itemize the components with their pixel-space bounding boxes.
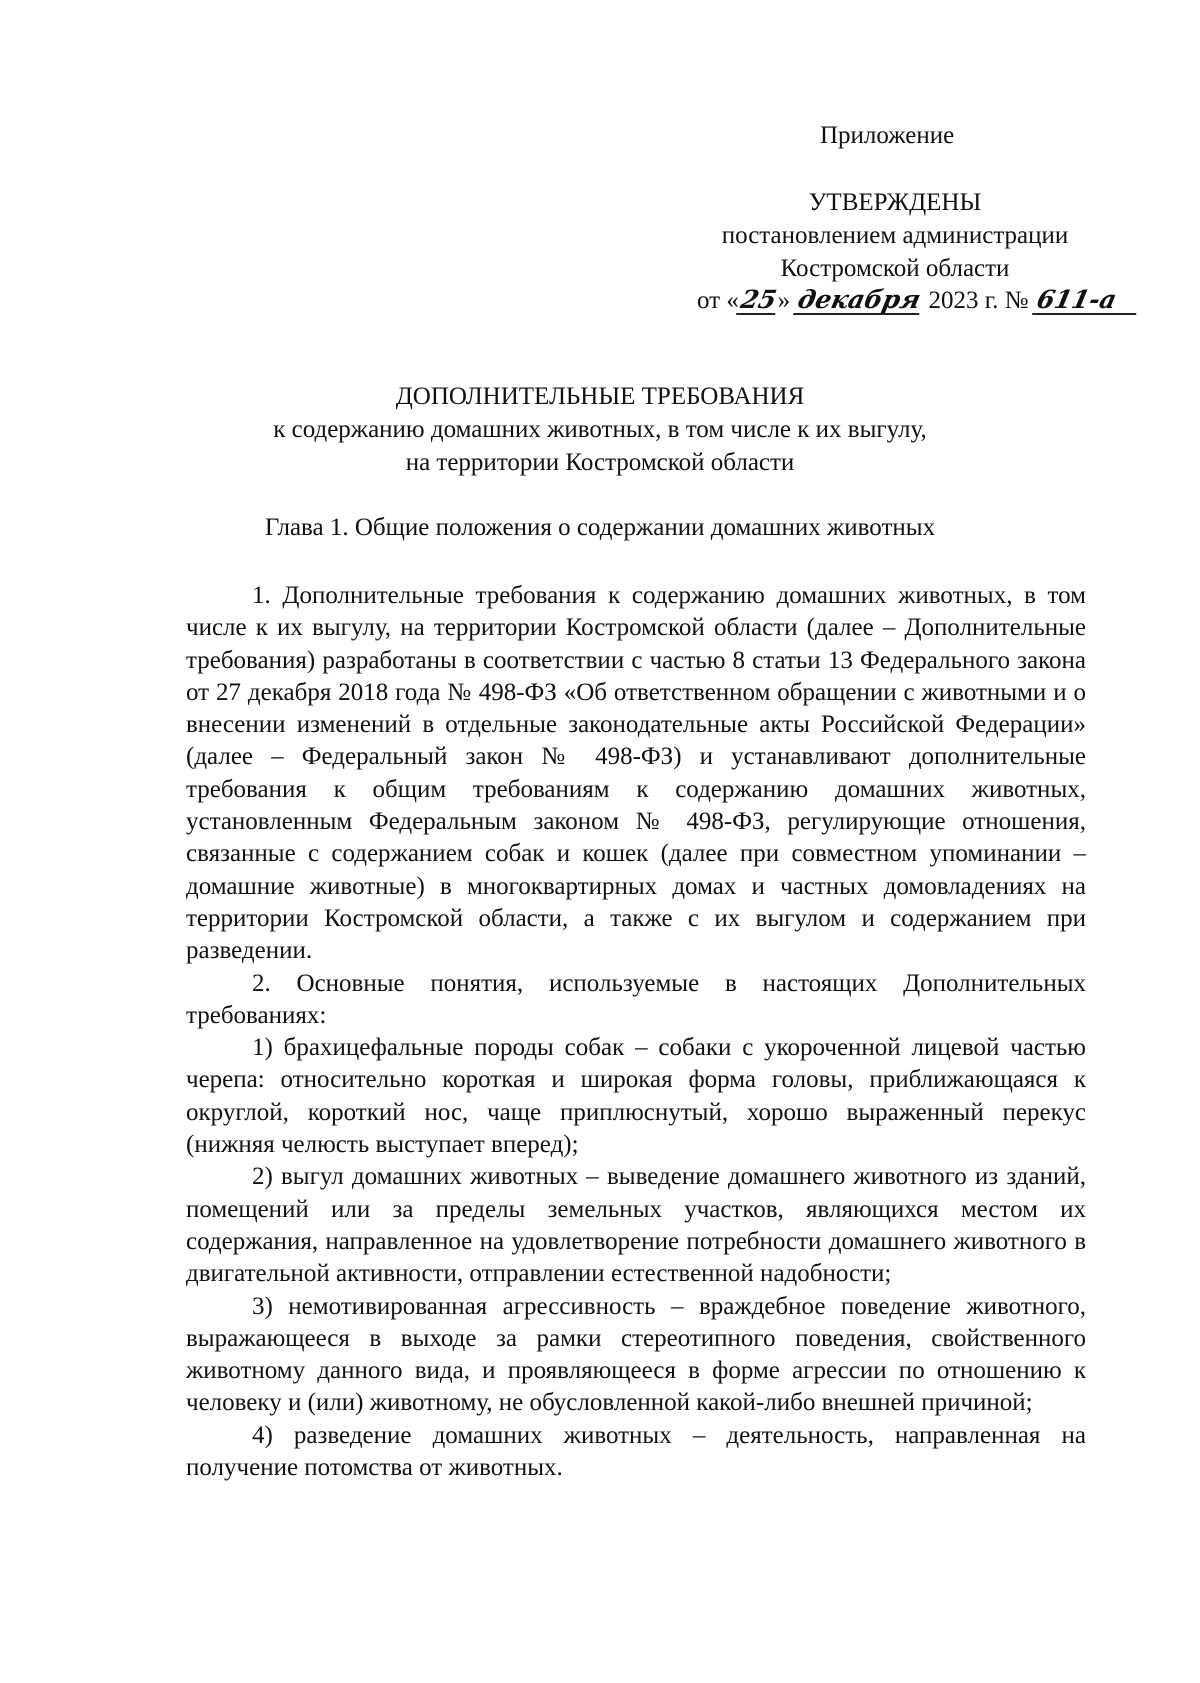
- paragraph-1: 1. Дополнительные требования к содержанию домашних животных, в том числе к их выгулу, на территории Костромской области (далее – Дополнительные требования) разработаны в соответствии с частью 8 статьи 13 Федерального закона от 27 декабря 2018 года № 498-ФЗ «Об ответственном обращении с животными и о внесении изменений в отдельные законодательные акты Российской Федерации» (далее – Федеральный закон № 498-ФЗ) и устанавливают дополнительные требования к общим требованиям к содержанию домашних животных, установленным Федеральным законом № 498-ФЗ, регулирующие отношения, связанные с содержанием собак и кошек (далее при совместном упоминании – домашние животные) в многоквартирных домах и частных домовладениях на территории Костромской области, а также с их выгулом и содержанием при разведении.: [186, 582, 1086, 965]
- approval-heading: УТВЕРЖДЕНЫ: [808, 189, 982, 216]
- decree-date-line: [697, 287, 1139, 315]
- definition-3: 3) немотивированная агрессивность – враждебное поведение животного, выражающееся в выходе за рамки стереотипного поведения, свойственного животному данного вида, и проявляющееся в форме агрессии по отношению к человеку и (или) животному, не обусловленной какой-либо внешней причиной;: [186, 1292, 1086, 1417]
- approval-block: [680, 186, 1110, 285]
- document-title: [120, 380, 1080, 479]
- approval-region: Костромской области: [780, 255, 1010, 282]
- date-prefix: от «: [697, 287, 739, 314]
- date-mid: »: [777, 287, 791, 314]
- definition-2: 2) выгул домашних животных – выведение домашнего животного из зданий, помещений или за пределы земельных участков, являющихся местом их содержания, направленное на удовлетворение потребности домашнего животного в двигательной активности, отправлении естественной надобности;: [186, 1163, 1086, 1288]
- definition-4: 4) разведение домашних животных – деятельность, направленная на получение потомства от животных.: [186, 1421, 1086, 1482]
- body-text: [186, 580, 1086, 1484]
- title-subline-2: на территории Костромской области: [405, 449, 795, 476]
- handwritten-month: декабря: [793, 287, 925, 315]
- handwritten-day: 25: [736, 287, 781, 315]
- date-year: 2023 г. №: [928, 287, 1029, 314]
- appendix-label: Приложение: [820, 122, 955, 149]
- chapter-heading: Глава 1. Общие положения о содержании домашних животных: [264, 514, 936, 541]
- approval-authority: постановлением администрации: [721, 222, 1069, 249]
- handwritten-decree-number: 611-а: [1032, 287, 1142, 315]
- title-heading: ДОПОЛНИТЕЛЬНЫЕ ТРЕБОВАНИЯ: [395, 383, 805, 410]
- definition-1: 1) брахицефальные породы собак – собаки с укороченной лицевой частью черепа: относительно короткая и широкая форма головы, приближающаяся к округлой, короткий нос, чаще приплюснутый, хорошо выраженный перекус (нижняя челюсть выступает вперед);: [186, 1034, 1086, 1159]
- paragraph-2: 2. Основные понятия, используемые в настоящих Дополнительных требованиях:: [186, 969, 1086, 1029]
- title-subline-1: к содержанию домашних животных, в том числе к их выгулу,: [273, 416, 927, 443]
